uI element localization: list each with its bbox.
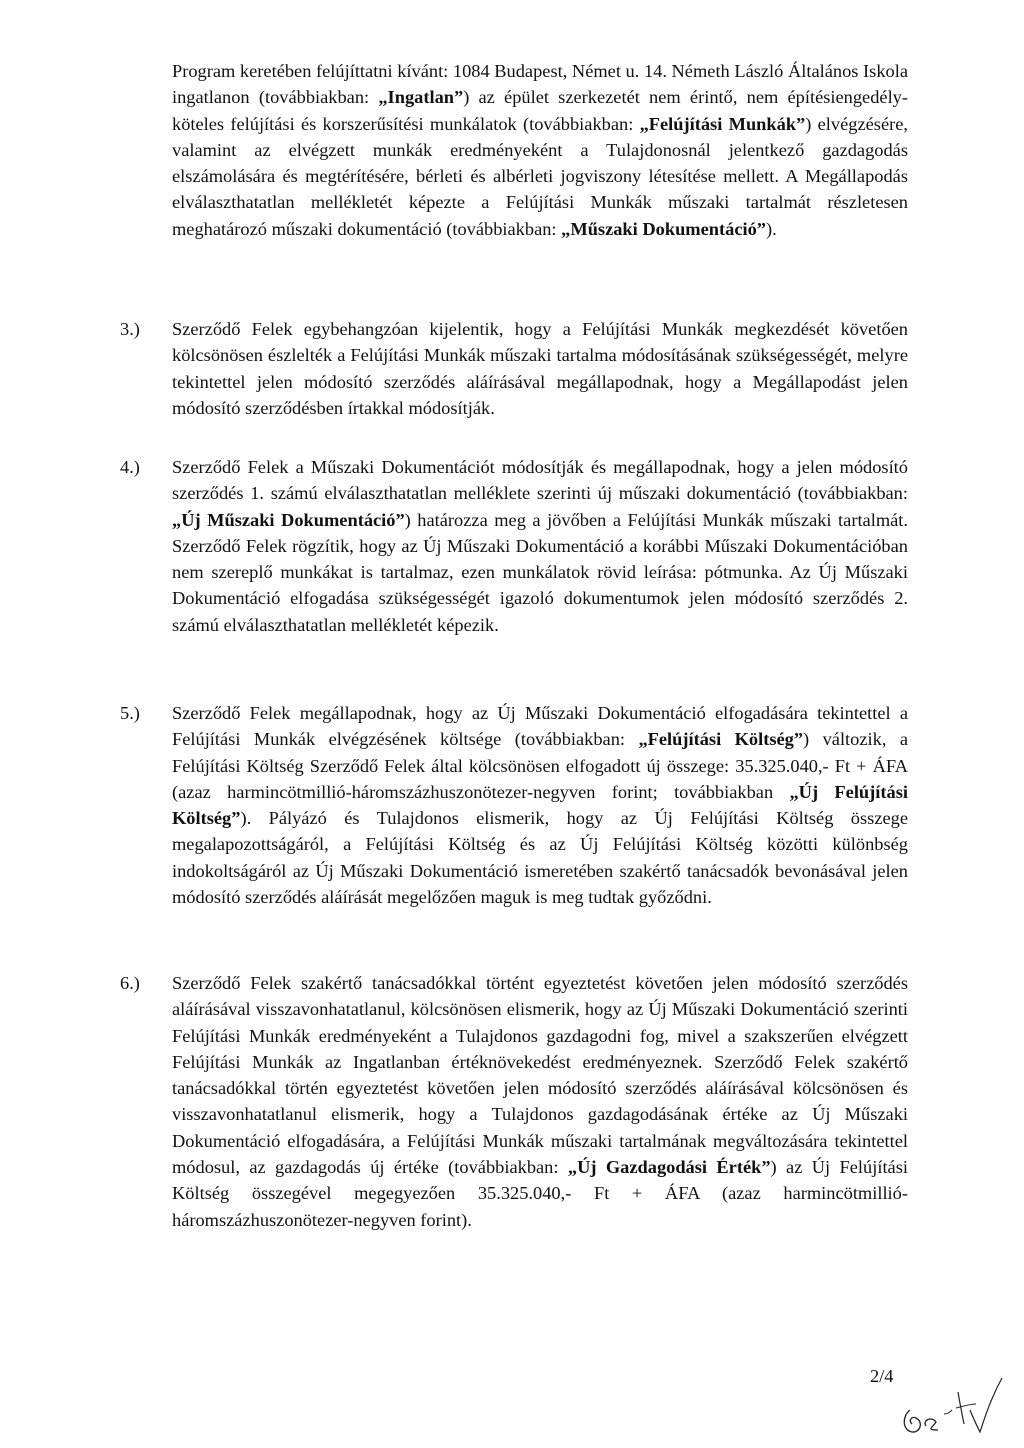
term-uj-gazdagodasi-ertek: „Új Gazdagodási Érték”	[567, 1157, 771, 1178]
term-uj-muszaki-dokumentacio: „Új Műszaki Dokumentáció”	[172, 509, 405, 530]
section-text-2: ) az Új Felújítási Költség összegével megegyezően 35.325.040,- Ft + ÁFA (azaz harmincötmillió-háromszázhuszonötezer-negyven forint).	[172, 1157, 908, 1230]
intro-text-1: Program keretében felújíttatni kívánt: 1084 Budapest, Német u. 14. Németh László Általános Iskola ingatlanon (továbbiakban:	[172, 61, 908, 108]
term-felujitasi-koltseg: „Felújítási Költség”	[638, 729, 804, 750]
intro-paragraph	[172, 58, 908, 242]
section-number: 3.)	[120, 319, 140, 339]
section-text-3: ). Pályázó és Tulajdonos elismerik, hogy az Új Felújítási Költség összege megalapozottságáról, a Felújítási Költség és az Új Felújítási Költség közötti különbség indokoltságáról az Új Műszaki Dokumentáció ismeretében szakértő tanácsadók bevonásával jelen módosító szerződés aláírását megelőzően maguk is meg tudtak győződni.	[172, 808, 908, 908]
intro-text-4: ).	[766, 218, 777, 239]
term-felujitasi-munkak: „Felújítási Munkák”	[639, 113, 806, 134]
section-text-2: ) változik, a Felújítási Költség Szerződő Felek által kölcsönösen elfogadott új összege: 35.325.040,- Ft + ÁFA (azaz harmincötmillió-háromszázhuszonötezer-negyven forint; továbbiakban	[172, 729, 908, 802]
section-text-2: ) határozza meg a jövőben a Felújítási Munkák műszaki tartalmát. Szerződő Felek rögzítik, hogy az Új Műszaki Dokumentáció a korábbi Műszaki Dokumentációban nem szereplő munkákat is tartalmaz, ezen munkálatok rövid leírása: pótmunka. Az Új Műszaki Dokumentáció elfogadása szükségességét igazoló dokumentumok jelen módosító szerződés 2. számú elválaszthatatlan mellékletét képezik.	[172, 509, 908, 635]
section-body	[172, 970, 908, 1233]
section-number: 6.)	[120, 973, 140, 993]
section-text-1: Szerződő Felek megállapodnak, hogy az Új Műszaki Dokumentáció elfogadására tekintettel a Felújítási Munkák elvégzésének költsége (továbbiakban:	[172, 703, 908, 750]
page-number: 2/4	[870, 1366, 894, 1386]
section-number: 5.)	[120, 703, 140, 723]
intro-text-3: ) elvégzésére, valamint az elvégzett munkák eredményeként a Tulajdonosnál jelentkező gazdagodás elszámolására és megtérítésére, bérleti és albérleti jogviszony létesítése mellett. A Megállapodás elválaszthatatlan mellékletét képezte a Felújítási Munkák műszaki tartalmát részletesen meghatározó műszaki dokumentáció (továbbiakban:	[172, 113, 908, 239]
intro-text-2: ) az épület szerkezetét nem érintő, nem építésiengedély-köteles felújítási és korszerűsítési munkálatok (továbbiakban:	[172, 87, 908, 134]
section-text-1: Szerződő Felek szakértő tanácsadókkal történt egyeztetést követően jelen módosító szerződés aláírásával visszavonhatatlanul, kölcsönösen elismerik, hogy az Új Műszaki Dokumentáció szerinti Felújítási Munkák eredményeként a Tulajdonos gazdagodni fog, mivel a szakszerűen elvégzett Felújítási Munkák az Ingatlanban értéknövekedést eredményeznek. Szerződő Felek szakértő tanácsadókkal történ egyeztetést követően jelen módosító szerződés aláírásával kölcsönösen és visszavonhatatlanul elismerik, hogy a Tulajdonos gazdagodásának értéke az Új Műszaki Dokumentáció elfogadására, a Felújítási Munkák műszaki tartalmának megváltozására tekintettel módosul, az gazdagodás új értéke (továbbiakban:	[172, 973, 908, 1178]
handwritten-initials	[898, 1370, 1008, 1440]
term-uj-felujitasi-koltseg: „Új Felújítási Költség”	[172, 781, 908, 829]
term-muszaki-dokumentacio: „Műszaki Dokumentáció”	[561, 218, 766, 239]
section-body: Szerződő Felek egybehangzóan kijelentik, hogy a Felújítási Munkák megkezdését követően kölcsönösen észlelték a Felújítási Munkák műszaki tartalma módosításának szükségességét, melyre tekintettel jelen módosító szerződés aláírásával megállapodnak, hogy a Megállapodást jelen módosító szerződésben írtakkal módosítják.	[172, 319, 908, 418]
section-text-1: Szerződő Felek a Műszaki Dokumentációt módosítják és megállapodnak, hogy a jelen módosító szerződés 1. számú elválaszthatatlan melléklete szerinti új műszaki dokumentáció (továbbiakban:	[172, 457, 908, 504]
section-body	[172, 700, 908, 910]
term-ingatlan: „Ingatlan”	[378, 87, 464, 108]
section-number: 4.)	[120, 457, 140, 477]
section-body	[172, 454, 908, 638]
